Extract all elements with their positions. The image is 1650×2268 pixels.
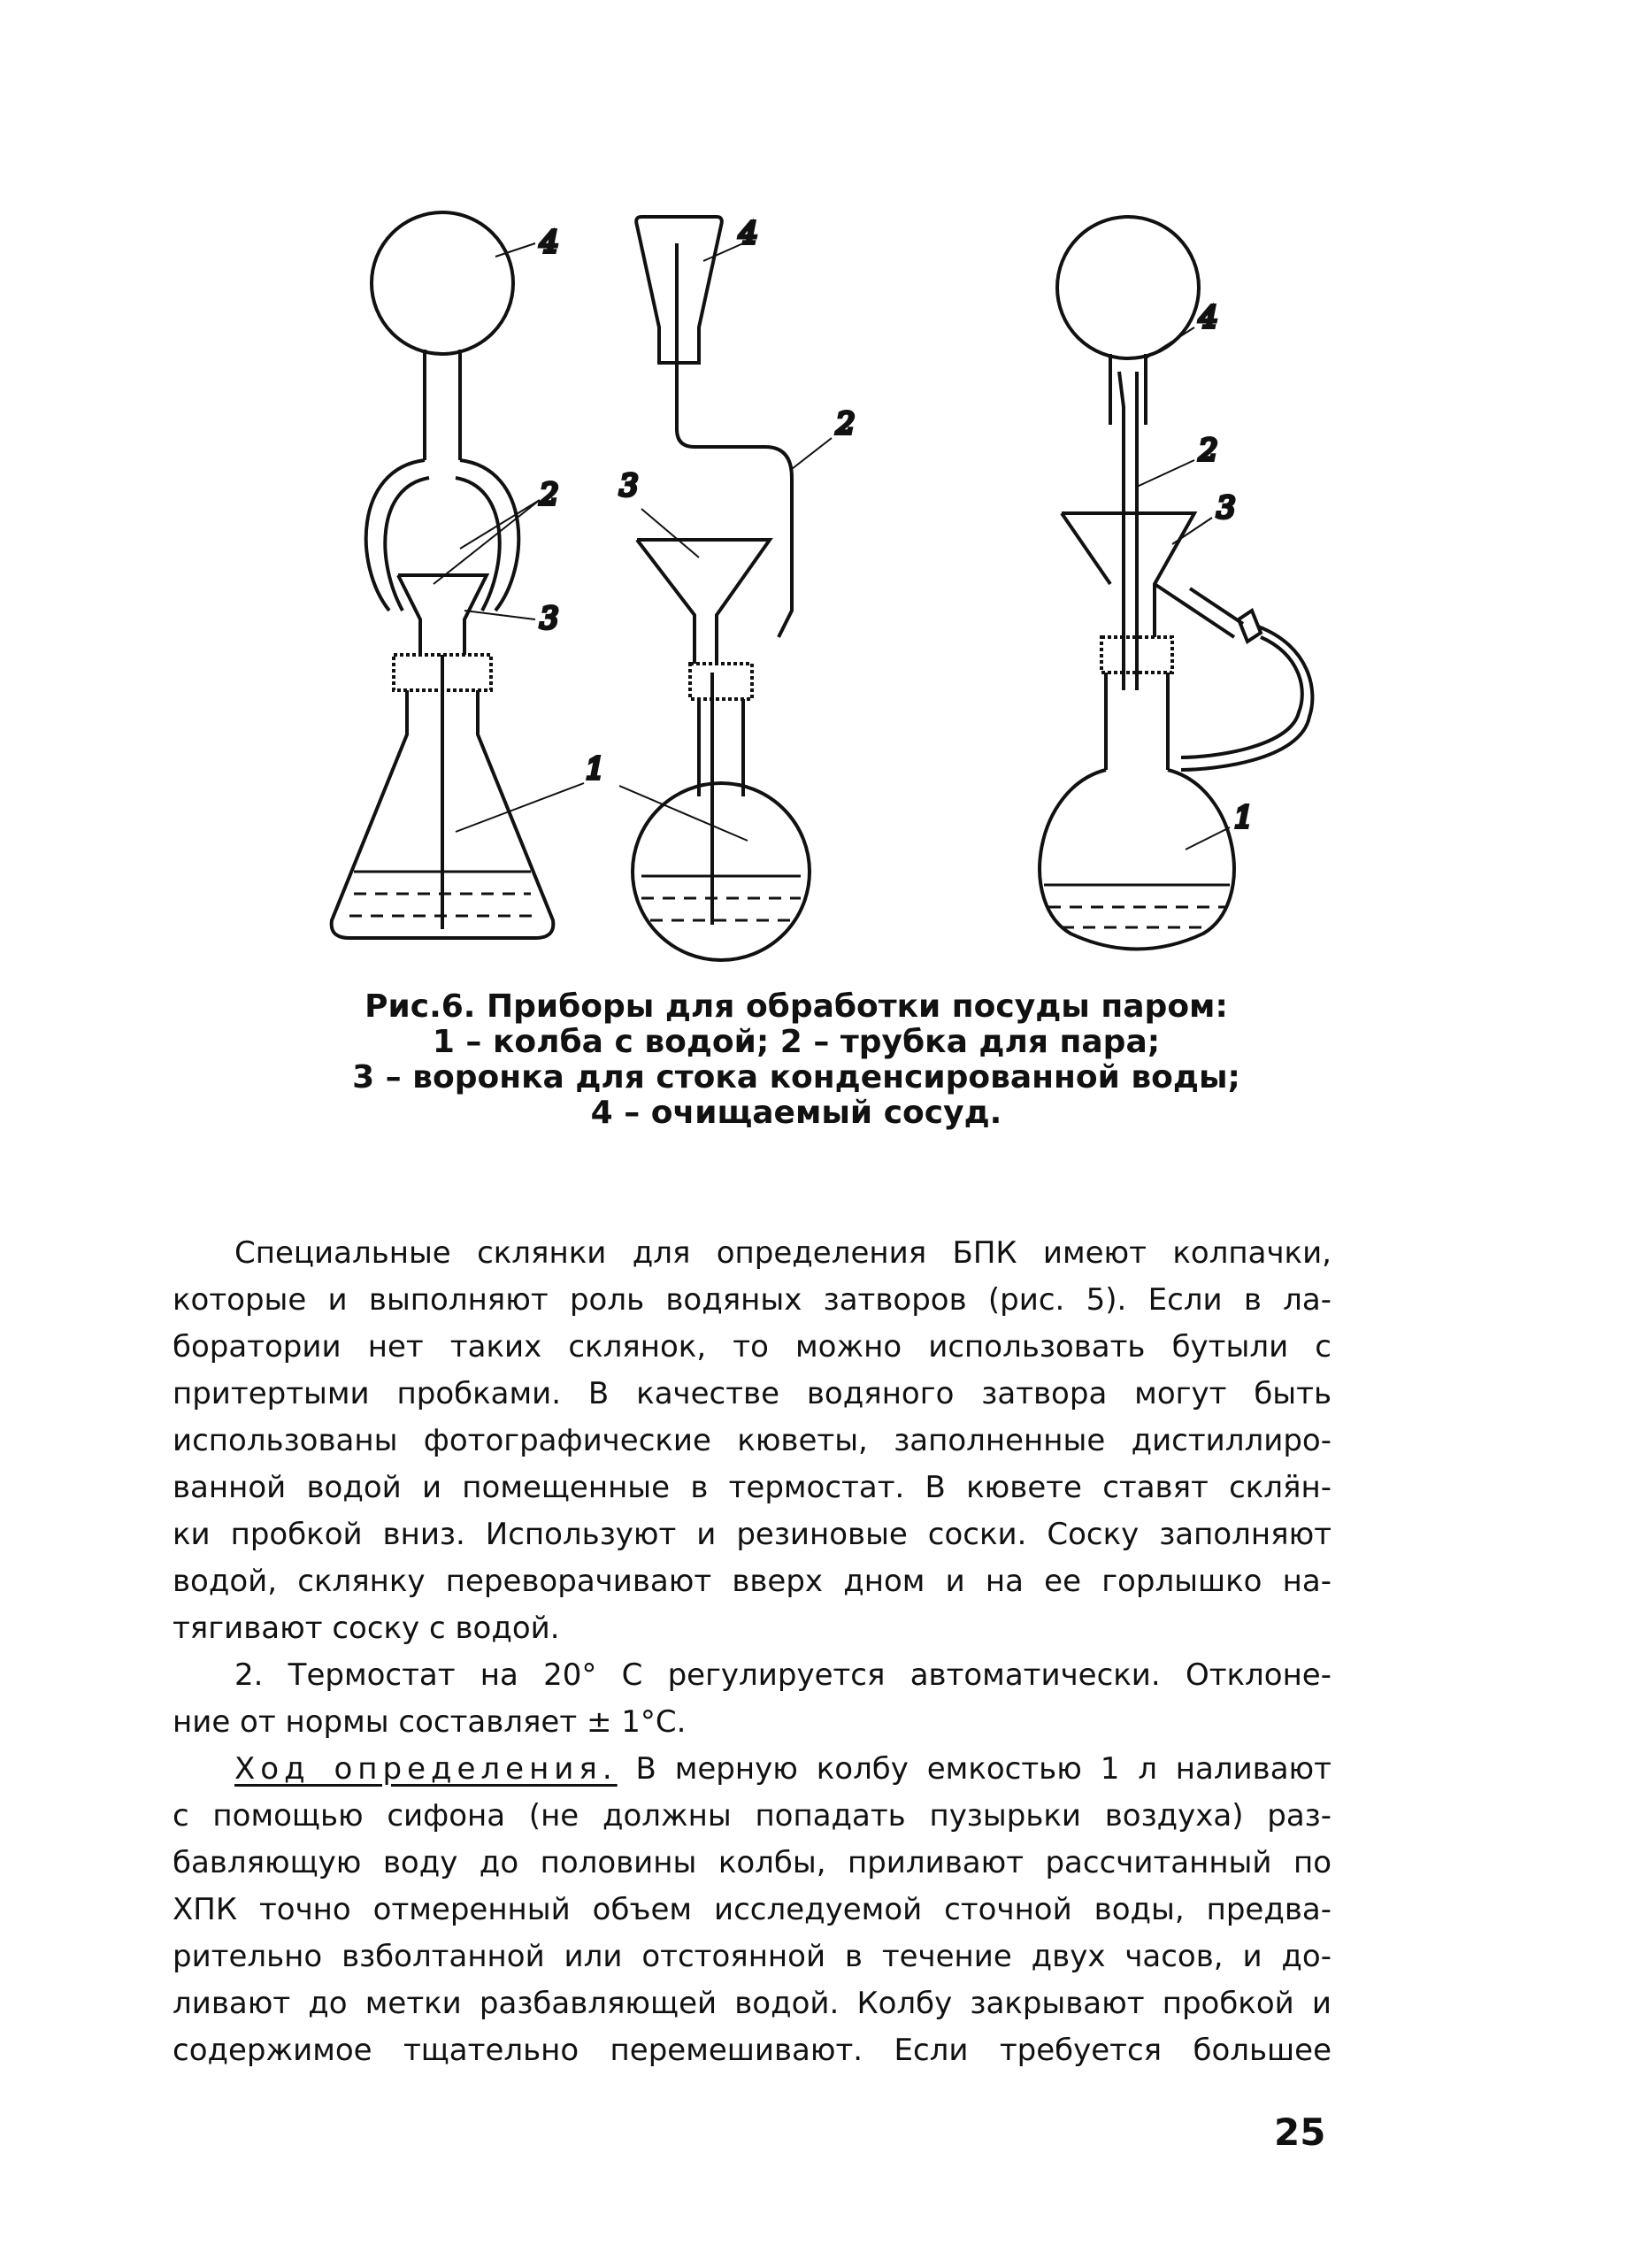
body-text bbox=[173, 1230, 1332, 2074]
label-2-right: 2 bbox=[1199, 433, 1218, 468]
text-line: содержимое тщательно перемешивают. Если требуется большее bbox=[173, 2033, 1332, 2068]
label-4-middle: 4 bbox=[739, 216, 758, 251]
paragraph-3 bbox=[173, 1746, 1332, 2074]
caption-line: 1 – колба с водой; 2 – трубка для пара; bbox=[432, 1024, 1161, 1060]
text-line: боратории нет таких склянок, то можно использовать бутыли с bbox=[173, 1329, 1332, 1365]
text-line: с помощью сифона (не должны попадать пузырьки воздуха) раз- bbox=[173, 1798, 1332, 1834]
figure-caption bbox=[265, 989, 1327, 1131]
apparatus-round-flask bbox=[619, 217, 832, 960]
text-line: ливают до метки разбавляющей водой. Колбу закрывают пробкой и bbox=[173, 1986, 1332, 2021]
text-line: ние от нормы составляет ± 1°С. bbox=[173, 1704, 687, 1740]
text-line: использованы фотографические кюветы, заполненные дистиллиро- bbox=[173, 1423, 1332, 1458]
caption-line: 4 – очищаемый сосуд. bbox=[590, 1095, 1002, 1131]
text-line: притертыми пробками. В качестве водяного затвора могут быть bbox=[173, 1376, 1332, 1411]
label-4-left: 4 bbox=[540, 225, 559, 260]
text-line: 2. Термостат на 20° С регулируется автоматически. Отклоне- bbox=[234, 1657, 1332, 1693]
section-heading: Ход определения. bbox=[234, 1751, 618, 1787]
page-number: 25 bbox=[1274, 2110, 1326, 2154]
label-4-right: 4 bbox=[1199, 300, 1218, 335]
label-2-middle: 2 bbox=[836, 406, 856, 442]
text-line: которые и выполняют роль водяных затворов (рис. 5). Если в ла- bbox=[173, 1282, 1332, 1318]
heading-line-rest: В мерную колбу емкостью 1 л наливают bbox=[617, 1751, 1332, 1787]
label-2-left: 2 bbox=[540, 477, 559, 512]
apparatus-round-flask-side-drain bbox=[1040, 217, 1312, 949]
text-line: водой, склянку переворачивают вверх дном и на ее горлышко на- bbox=[173, 1564, 1332, 1599]
text-line: ХПК точно отмеренный объем исследуемой сточной воды, предва- bbox=[173, 1892, 1332, 1927]
text-line: ки пробкой вниз. Используют и резиновые соски. Соску заполняют bbox=[173, 1517, 1332, 1552]
text-line: тягивают соску с водой. bbox=[173, 1611, 560, 1646]
steam-apparatus-figure bbox=[301, 195, 1362, 973]
apparatus-conical-flask bbox=[332, 212, 584, 938]
paragraph-2 bbox=[173, 1652, 1332, 1746]
label-3-right: 3 bbox=[1216, 490, 1236, 526]
text-line: Специальные склянки для определения БПК имеют колпачки, bbox=[234, 1235, 1332, 1271]
text-line bbox=[173, 1746, 1332, 1793]
text-line: ванной водой и помещенные в термостат. В кювете ставят скля̈н- bbox=[173, 1470, 1332, 1505]
label-1-right: 1 bbox=[1234, 800, 1254, 835]
text-line: бавляющую воду до половины колбы, приливают рассчитанный по bbox=[173, 1845, 1332, 1880]
caption-line: 3 – воронка для стока конденсированной воды; bbox=[352, 1059, 1240, 1096]
label-3-middle: 3 bbox=[619, 468, 639, 504]
text-line: рительно взболтанной или отстоянной в течение двух часов, и до- bbox=[173, 1939, 1332, 1974]
label-3-left: 3 bbox=[540, 601, 559, 636]
caption-line: Рис.6. Приборы для обработки посуды паром: bbox=[365, 988, 1228, 1025]
paragraph-1 bbox=[173, 1230, 1332, 1652]
label-1-shared: 1 bbox=[586, 751, 605, 787]
